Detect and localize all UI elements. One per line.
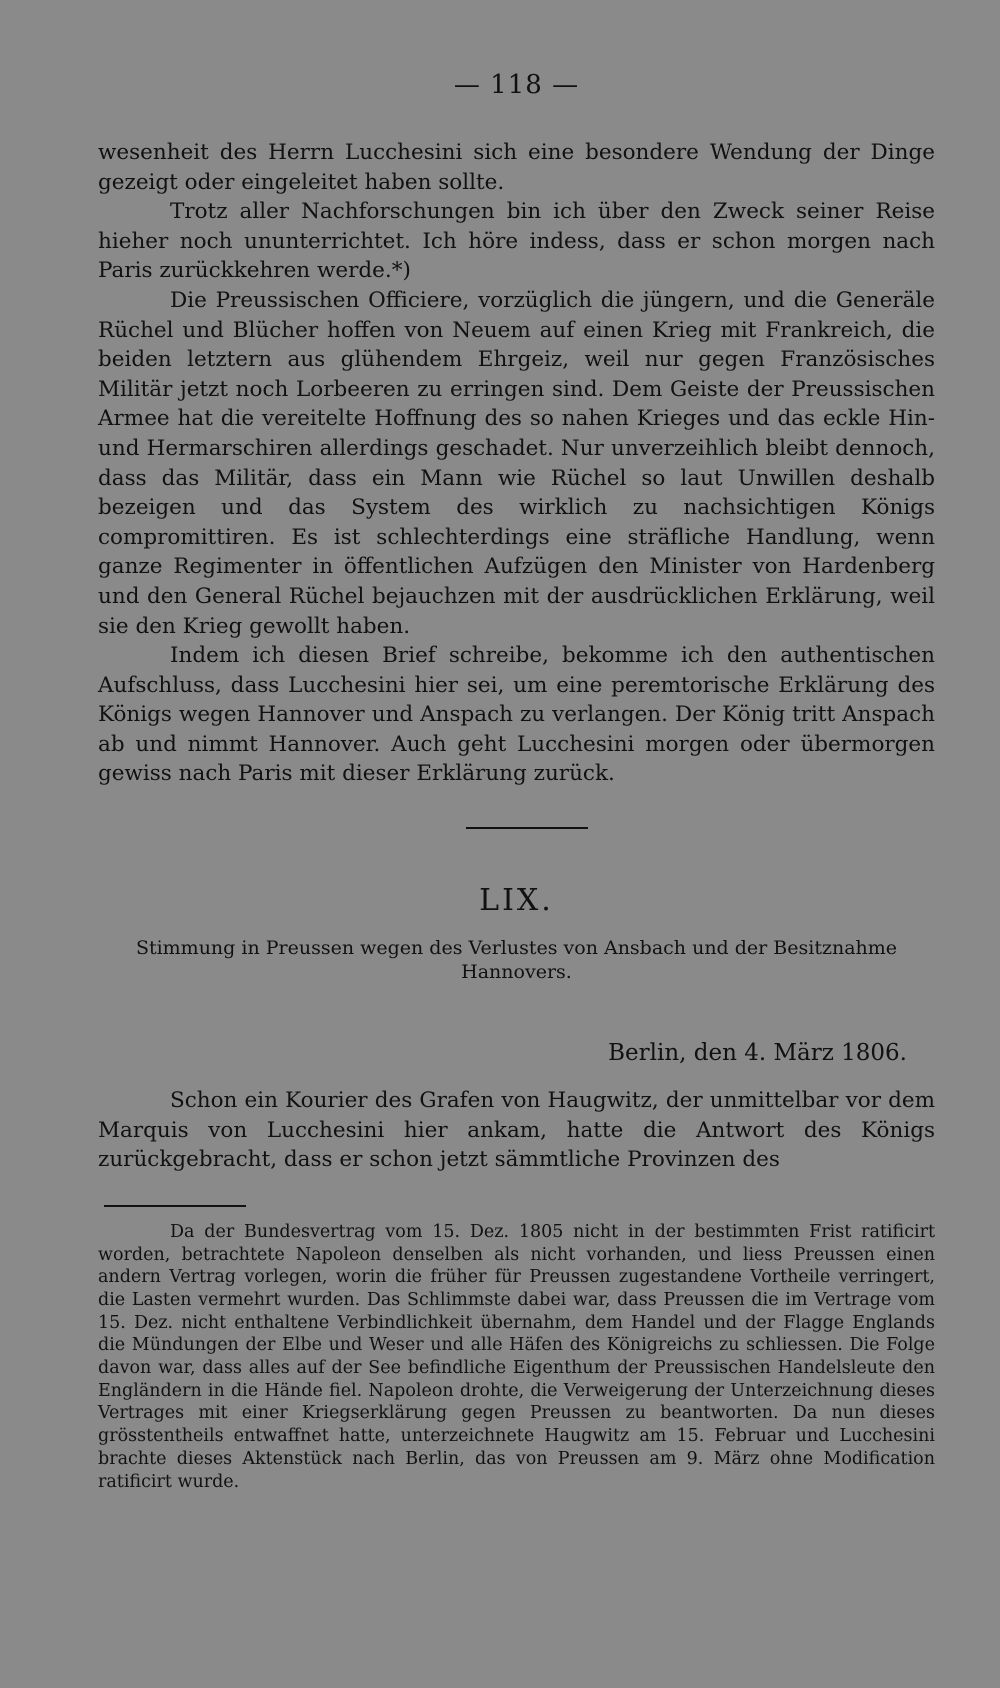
paragraph: Trotz aller Nachforschungen bin ich über den Zweck seiner Reise hieher noch ununterrichtet. Ich höre indess, dass er schon morgen nach Paris zurückkehren werde.*) [98,199,935,284]
footnote-rule [104,1205,246,1207]
body-text [98,138,935,789]
footnote: Da der Bundesvertrag vom 15. Dez. 1805 nicht in der bestimmten Frist ratificirt worden, betrachtete Napoleon denselben als nicht vorhanden, und liess Preussen einen andern Vertrag vorlegen, worin die früher für Preussen zugestandene Vortheile verringert, die Lasten vermehrt wurden. Das Schlimmste dabei war, dass Preussen die im Vertrage vom 15. Dez. nicht enthaltene Verbindlichkeit übernahm, dem Handel und der Flagge Englands die Mündungen der Elbe und Weser und alle Häfen des Königreichs zu schliessen. Die Folge davon war, dass alles auf der See befindliche Eigenthum der Preussischen Handelsleute den Engländern in die Hände fiel. Napoleon drohte, die Verweigerung der Unterzeichnung dieses Vertrages mit einer Kriegserklärung gegen Preussen zu beantworten. Da nun dieses grösstentheils entwaffnet hatte, unterzeichnete Haugwitz am 15. Februar und Lucchesini brachte dieses Aktenstück nach Berlin, das von Preussen am 9. März ohne Modification ratificirt wurde. [98,1221,935,1492]
paragraph: Die Preussischen Officiere, vorzüglich die jüngern, und die Generäle Rüchel und Blücher hoffen von Neuem auf einen Krieg mit Frankreich, die beiden letztern aus glühendem Ehrgeiz, weil nur gegen Französisches Militär jetzt noch Lorbeeren zu erringen sind. Dem Geiste der Preussischen Armee hat die vereitelte Hoffnung des so nahen Krieges und das eckle Hin- und Hermarschiren allerdings geschadet. Nur unverzeihlich bleibt dennoch, dass das Militär, dass ein Mann wie Rüchel so laut Unwillen deshalb bezeigen und das System des wirklich zu nachsichtigen Königs compromittiren. Es ist schlechterdings eine sträfliche Handlung, wenn ganze Regimenter in öffentlichen Aufzügen den Minister von Hardenberg und den General Rüchel bejauchzen mit der ausdrücklichen Erklärung, weil sie den Krieg gewollt haben. [98,287,935,639]
chapter-title-line1: Stimmung in Preussen wegen des Verlustes von Ansbach und der Besitznahme [135,937,898,960]
paragraph: Indem ich diesen Brief schreibe, bekomme ich den authentischen Aufschluss, dass Lucchesini hier sei, um eine peremtorische Erklärung des Königs wegen Hannover und Anspach zu verlangen. Der König tritt Anspach ab und nimmt Hannover. Auch geht Lucchesini morgen oder übermorgen gewiss nach Paris mit dieser Erklärung zurück. [98,643,935,787]
chapter-title-line2: Hannovers. [461,961,572,984]
page-number: — 118 — [453,70,580,100]
section-separator [466,827,588,829]
letter-text [98,1086,935,1175]
dateline: Berlin, den 4. März 1806. [608,1040,907,1067]
paragraph-continuation: wesenheit des Herrn Lucchesini sich eine besondere Wendung der Dinge gezeigt oder eingeleitet haben sollte. [98,140,935,195]
chapter-number: LIX. [479,883,554,919]
paragraph: Schon ein Kourier des Grafen von Haugwitz, der unmittelbar vor dem Marquis von Lucchesini hier ankam, hatte die Antwort des Königs zurückgebracht, dass er schon jetzt sämmtliche Provinzen des [98,1088,935,1173]
